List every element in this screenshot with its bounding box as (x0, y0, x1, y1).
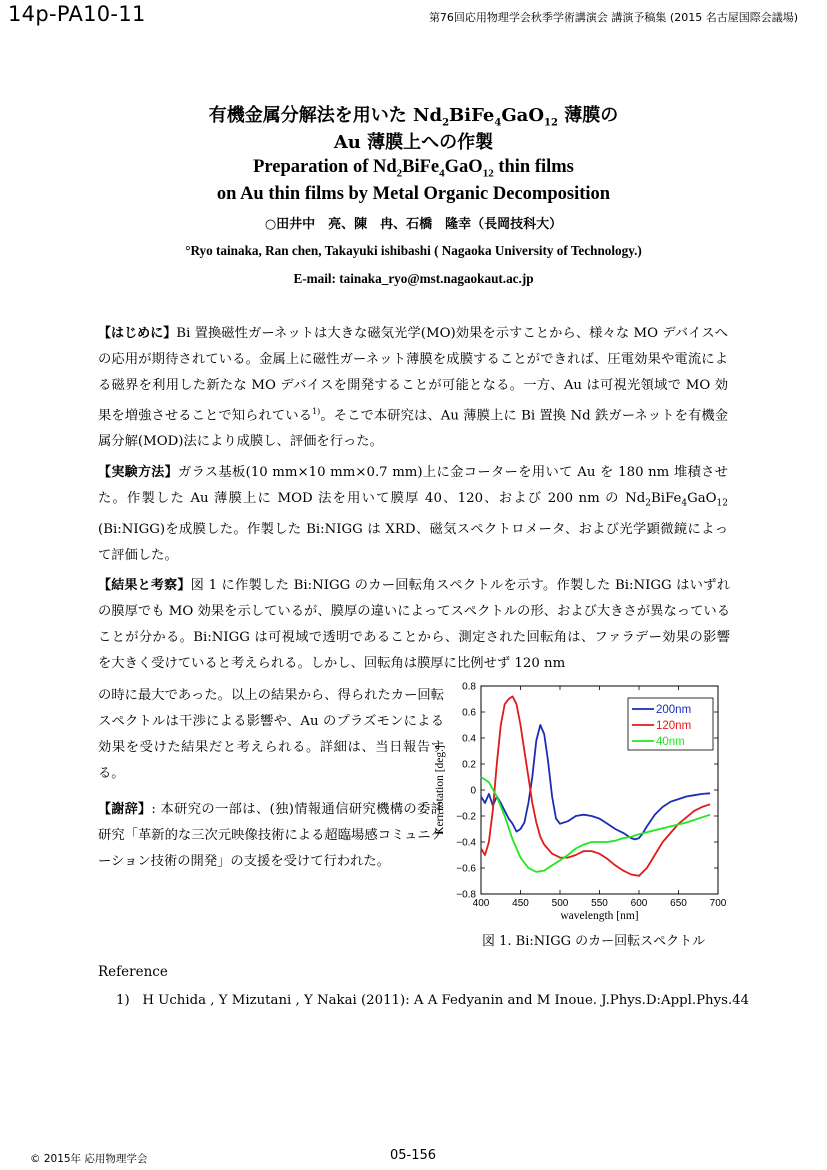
conference-header: 第76回応用物理学会秋季学術講演会 講演予稿集 (2015 名古屋国際会議場) (428, 11, 798, 24)
acknowledgement-heading: 【謝辞】 (98, 802, 152, 817)
y-tick-label: 0.4 (462, 733, 476, 745)
acknowledgement-paragraph: 【謝辞】: 本研究の一部は、(独)情報通信研究機構の委託研究「革新的な三次元映像技術による超臨場感コミュニケーション技術の開発」の支援を受けて行われた。 (98, 802, 444, 869)
legend-label-200nm: 200nm (656, 704, 692, 716)
reference-item: 1) H Uchida , Y Mizutani , Y Nakai (2011): A A Fedyanin and M Inoue. J.Phys.D:Appl.Phys.44 (116, 993, 750, 1008)
y-tick-label: −0.2 (456, 811, 476, 823)
x-tick-label: 600 (630, 898, 648, 909)
x-tick-label: 550 (591, 898, 608, 909)
title-en-line1: Preparation of $Nd_2BiFe_4GaO_{12}$ thin films (253, 157, 574, 180)
y-tick-label: −0.4 (456, 837, 476, 849)
x-tick-label: 400 (472, 898, 490, 909)
results-heading: 【結果と考察】 (98, 578, 191, 593)
authors-jp: ○田井中 亮、陳 冉、石橋 隆幸（長岡技科大） (264, 217, 563, 232)
y-tick-label: 0.8 (462, 681, 476, 693)
method-heading: 【実験方法】 (98, 465, 178, 480)
legend-label-40nm: 40nm (656, 736, 685, 748)
x-tick-label: 450 (512, 898, 529, 909)
author-email[interactable]: E-mail: tainaka_ryo@mst.nagaokaut.ac.jp (293, 271, 534, 286)
title-jp-line1: 有機金属分解法を用いた $Nd_2BiFe_4GaO_{12}$ 薄膜の (208, 105, 619, 129)
figure-caption: 図 1. Bi:NIGG のカー回転スペクトル (482, 934, 706, 949)
kerr-rotation-chart (430, 677, 730, 942)
footer-page-number: 05-156 (390, 1148, 437, 1163)
chart-y-label: Kerr rotation [deg.] (434, 745, 446, 835)
results-paragraph-continued: の時に最大であった。以上の結果から、得られたカー回転スペクトルは干渉による影響や、Au のプラズモンによる効果を受けた結果だと考えられる。詳細は、当日報告する。 (98, 688, 444, 781)
citation-1: 1) (312, 407, 321, 416)
x-tick-label: 500 (551, 898, 569, 909)
series-line-40nm (481, 777, 710, 872)
legend-label-120nm: 120nm (656, 720, 692, 732)
x-tick-label: 700 (709, 898, 727, 909)
results-paragraph: 【結果と考察】図 1 に作製した Bi:NIGG のカー回転角スペクトルを示す。作製した Bi:NIGG はいずれの膜厚でも MO 効果を示しているが、膜厚の違いによってスペクトルの形、および大きさが異なっていることが分かる。Bi:NIGG は可視域で透明であることから、測定された回転角は、ファラデー効果の影響を大きく受けていると考えられる。しかし、回転角は膜厚に比例せず 120 nm (98, 578, 730, 671)
chart-legend (628, 698, 713, 750)
y-tick-label: −0.8 (456, 889, 476, 901)
paper-id: 14p-PA10-11 (8, 2, 146, 26)
x-tick-label: 650 (670, 898, 687, 909)
title-en-line2: on Au thin films by Metal Organic Decomposition (216, 184, 611, 204)
y-tick-label: 0.6 (462, 707, 476, 719)
intro-heading: 【はじめに】 (98, 326, 177, 341)
chart-x-label: wavelength [nm] (560, 910, 639, 922)
y-tick-label: 0 (470, 785, 476, 797)
y-tick-label: 0.2 (462, 759, 476, 771)
title-jp-line2: Au 薄膜上への作製 (333, 132, 494, 153)
authors-en: °Ryo tainaka, Ran chen, Takayuki ishibashi ( Nagaoka University of Technology.) (185, 243, 642, 258)
intro-paragraph: 【はじめに】Bi 置換磁性ガーネットは大きな磁気光学(MO)効果を示すことから、様々な MO デバイスへの応用が期待されている。金属上に磁性ガーネット薄膜を成膜することができれば、圧電効果や電流による磁界を利用した新たな MO デバイスを開発することが可能となる。一方、Au は可視光領域で MO 効果を増強させることで知られている$^{1)}$。そこで本研究は、Au 薄膜上に Bi 置換 Nd 鉄ガーネットを有機金属分解(MOD)法により成膜し、評価を行った。 (98, 326, 728, 450)
y-tick-label: −0.6 (456, 863, 476, 875)
method-paragraph: 【実験方法】ガラス基板(10 mm×10 mm×0.7 mm)上に金コーターを用いて Au を 180 nm 堆積させた。作製した Au 薄膜上に MOD 法を用いて膜厚 40、120、および 200 nm の $Nd_2BiFe_4GaO_{12}$ (Bi:NIGG)を成膜した。作製した Bi:NIGG は XRD、磁気スペクトロメータ、および光学顕微鏡によって評価した。 (98, 465, 728, 563)
footer-copyright: © 2015年 応用物理学会 (30, 1153, 148, 1165)
references-heading: Reference (98, 964, 168, 980)
